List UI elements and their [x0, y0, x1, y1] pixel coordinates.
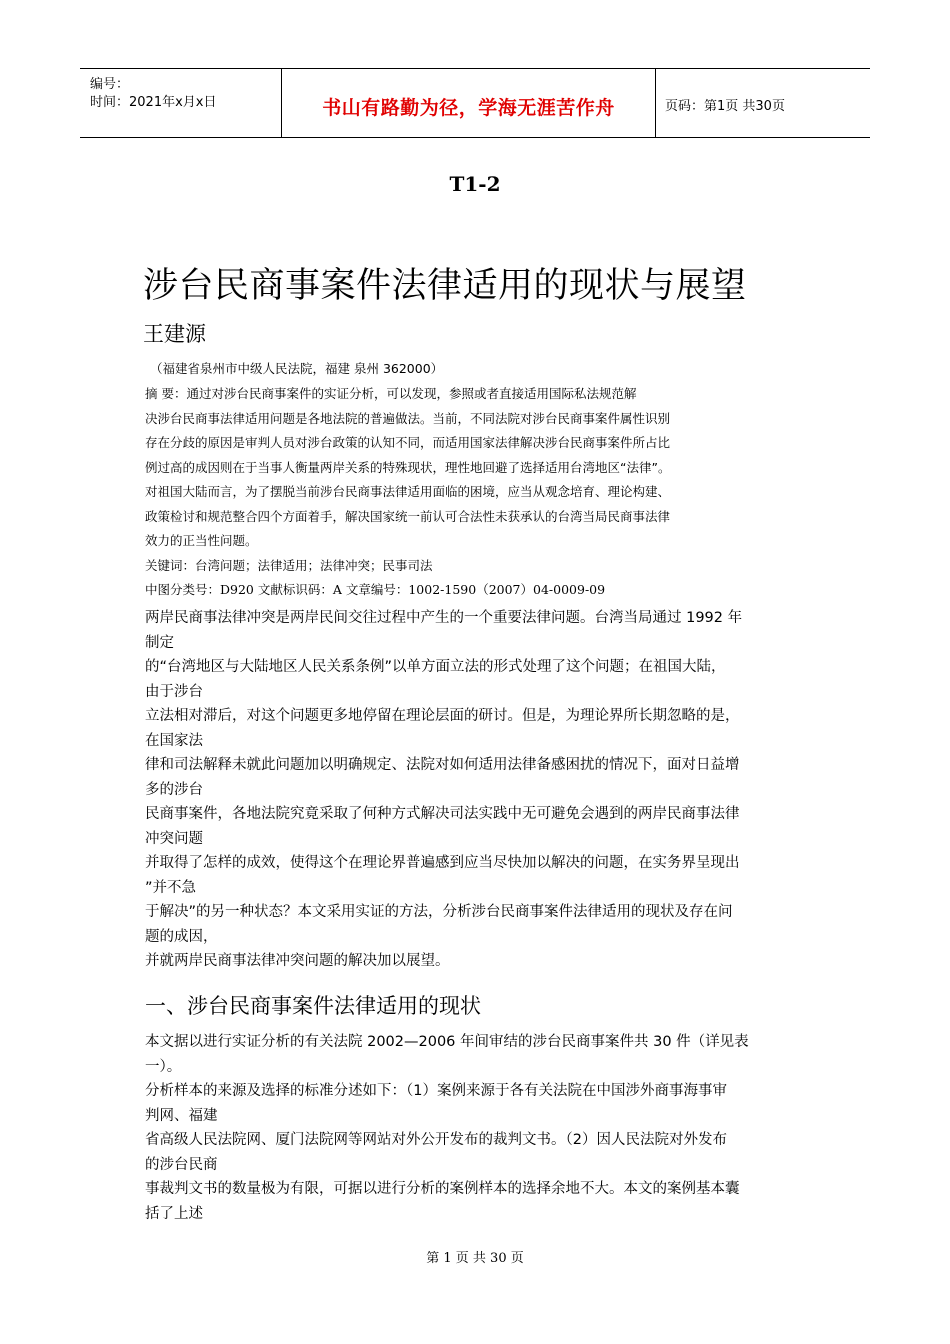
- abstract-line: 对祖国大陆而言，为了摆脱当前涉台民商事法律适用面临的困境，应当从观念培育、理论构建、: [145, 484, 671, 499]
- author-name: 王建源: [143, 322, 206, 346]
- classification: 中图分类号：D920 文献标识码：A 文章编号：1002-1590（2007）04-0009-09: [145, 582, 606, 597]
- number-label: 编号：: [90, 77, 130, 92]
- section-heading: 一、涉台民商事案件法律适用的现状: [145, 994, 481, 1018]
- abstract-line: 存在分歧的原因是审判人员对涉台政策的认知不同，而适用国家法律解决涉台民商事案件所占比: [145, 435, 671, 450]
- body-line: 并就两岸民商事法律冲突问题的解决加以展望。: [145, 953, 450, 969]
- body-line: 本文据以进行实证分析的有关法院 2002—2006 年间审结的涉台民商事案件共 30 件（详见表: [145, 1034, 749, 1050]
- affiliation: [150, 357, 443, 382]
- body-line: 于解决”的另一种状态？本文采用实证的方法，分析涉台民商事案件法律适用的现状及存在问: [145, 904, 733, 920]
- body-line: 由于涉台: [145, 683, 203, 700]
- body-line: 的涉台民商: [145, 1156, 218, 1173]
- header-page-cell: [655, 69, 870, 137]
- abstract-line: 效力的正当性问题。: [145, 533, 258, 548]
- body-line: 题的成因，: [145, 928, 218, 945]
- body-line: 律和司法解释未就此问题加以明确规定、法院对如何适用法律备感困扰的情况下，面对日益增: [145, 757, 740, 773]
- section1-paragraph: [145, 1030, 810, 1226]
- body-line: 省高级人民法院网、厦门法院网等网站对外公开发布的裁判文书。（2）因人民法院对外发布: [145, 1132, 727, 1148]
- body-line: 民商事案件，各地法院究竟采取了何种方式解决司法实践中无可避免会遇到的两岸民商事法律: [145, 806, 740, 822]
- header-table: [80, 68, 870, 138]
- body-line: 立法相对滞后，对这个问题更多地停留在理论层面的研讨。但是，为理论界所长期忽略的是，: [145, 708, 740, 724]
- body-line: 并取得了怎样的成效，使得这个在理论界普遍感到应当尽快加以解决的问题，在实务界呈现出: [145, 855, 740, 871]
- body-line: 冲突问题: [145, 830, 203, 847]
- body-line: 在国家法: [145, 732, 203, 749]
- page-title: 涉台民商事案件法律适用的现状与展望: [143, 266, 747, 306]
- abstract-line: 例过高的成因则在于当事人衡量两岸关系的特殊现状，理性地回避了选择适用台湾地区“法律”。: [145, 459, 671, 475]
- body-line: 多的涉台: [145, 781, 203, 798]
- body-line: 判网、福建: [145, 1107, 218, 1124]
- intro-paragraph: [145, 606, 810, 974]
- doc-code: T1-2: [449, 172, 501, 196]
- header-meta-cell: [80, 69, 281, 137]
- page-info: 页码：第1页 共30页: [665, 99, 785, 114]
- body-line: 两岸民商事法律冲突是两岸民间交往过程中产生的一个重要法律问题。台湾当局通过 1992 年: [145, 610, 743, 626]
- body-line: 事裁判文书的数量极为有限，可据以进行分析的案例样本的选择余地不大。本文的案例基本囊: [145, 1181, 740, 1197]
- body-line: ”并不急: [145, 879, 197, 896]
- body-line: 的“台湾地区与大陆地区人民关系条例”以单方面立法的形式处理了这个问题；在祖国大陆，: [145, 659, 726, 675]
- time-label: 时间：2021年x月x日: [90, 95, 217, 110]
- body-line: 括了上述: [145, 1205, 203, 1222]
- abstract-line: 决涉台民商事法律适用问题是各地法院的普遍做法。当前，不同法院对涉台民商事案件属性识别: [145, 410, 671, 426]
- body-line: 一）。: [145, 1058, 182, 1075]
- abstract-line: 政策检讨和规范整合四个方面着手，解决国家统一前认可合法性未获承认的台湾当局民商事法律: [145, 508, 671, 524]
- keywords: 关键词：台湾问题；法律适用；法律冲突；民事司法: [145, 557, 433, 573]
- body-line: 分析样本的来源及选择的标准分述如下：（1）案例来源于各有关法院在中国涉外商事海事审: [145, 1083, 727, 1099]
- abstract-line: 摘 要：通过对涉台民商事案件的实证分析，可以发现，参照或者直接适用国际私法规范解: [145, 386, 637, 401]
- affiliation-line: （福建省泉州市中级人民法院，福建 泉州 362000）: [150, 361, 444, 376]
- header-motto-cell: [281, 69, 656, 137]
- abstract: [145, 382, 670, 603]
- page-footer: 第 1 页 共 30 页: [426, 1251, 524, 1266]
- motto-text: 书山有路勤为径，学海无涯苦作舟: [322, 97, 615, 119]
- body-line: 制定: [145, 634, 174, 651]
